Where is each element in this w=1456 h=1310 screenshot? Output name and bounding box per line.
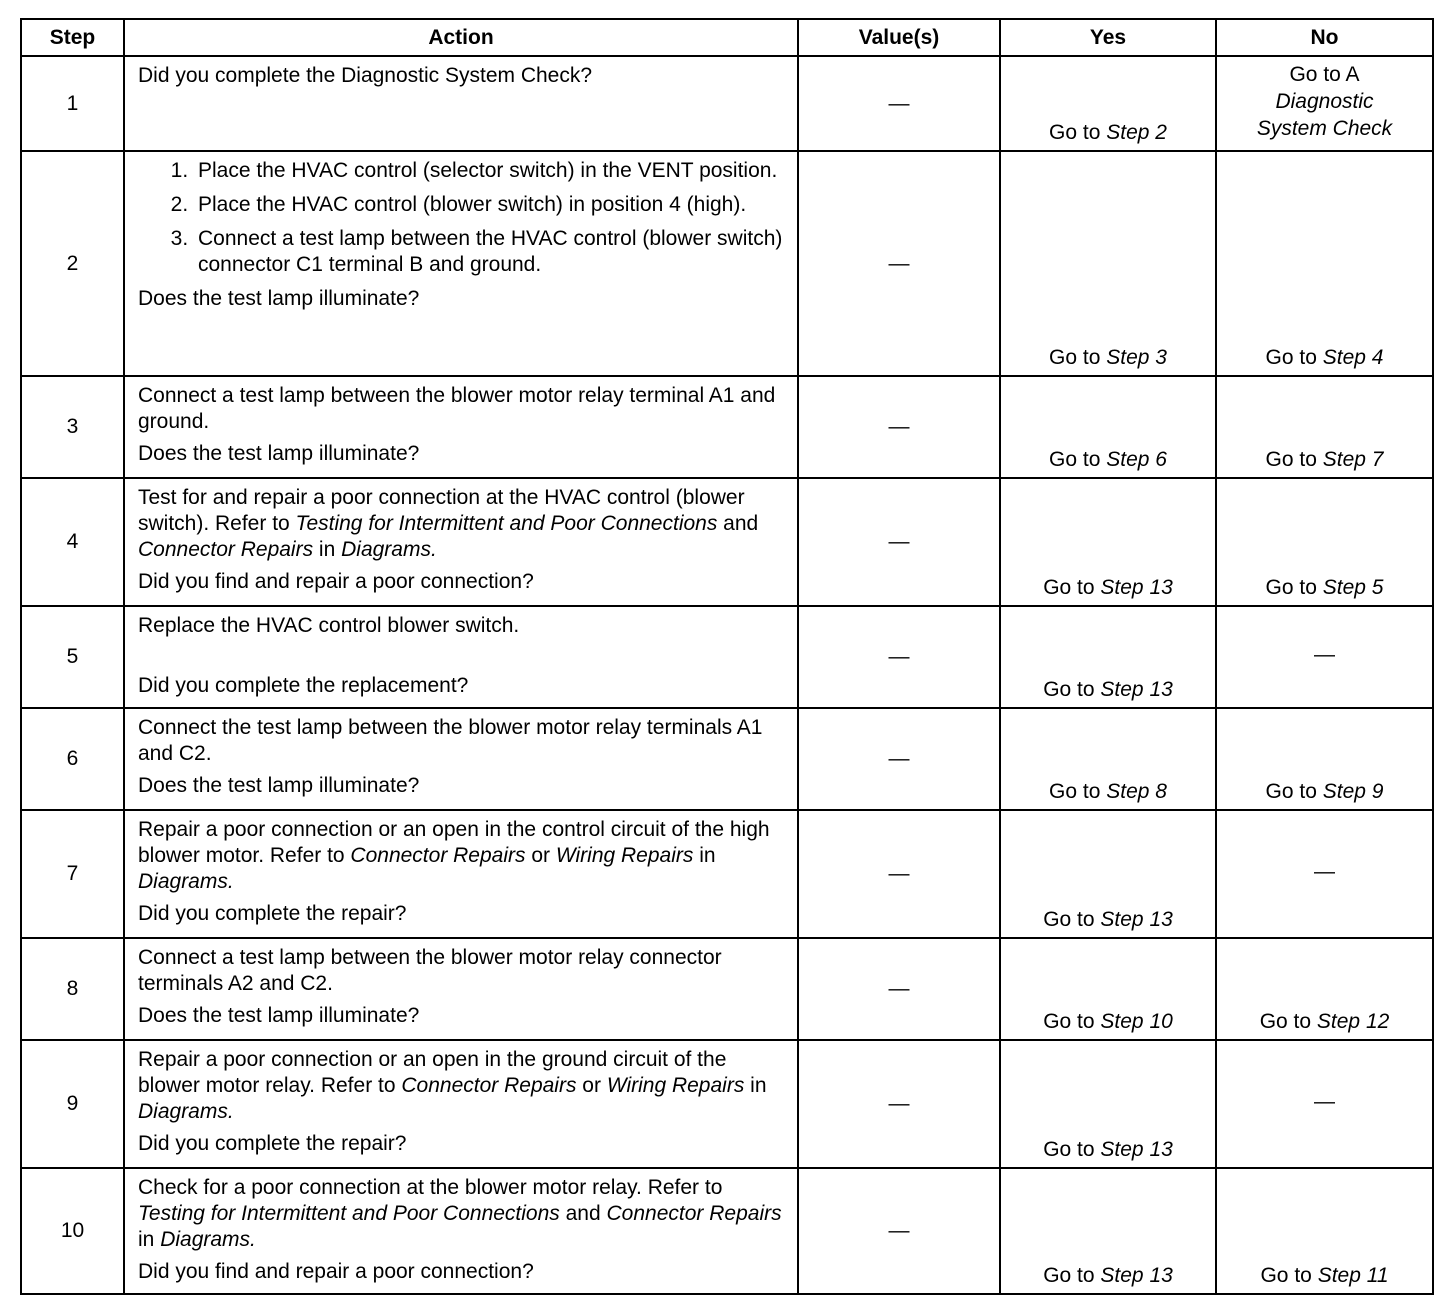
table-row [21, 376, 1433, 478]
action-question: Did you complete the replacement? [138, 674, 469, 697]
no-step: Step 11 [1317, 1264, 1389, 1287]
action-cell [124, 151, 798, 376]
action-cell [124, 376, 798, 478]
table-row [21, 708, 1433, 810]
action-question: Does the test lamp illuminate? [138, 442, 420, 465]
table-row [21, 56, 1433, 151]
yes-cell: Go to Step 13 [1000, 478, 1216, 606]
action-cell [124, 1168, 798, 1294]
header-action: Action [124, 19, 798, 56]
yes-step: Step 8 [1106, 780, 1167, 803]
no-step: Step 5 [1322, 576, 1384, 599]
yes-step: Step 3 [1106, 346, 1167, 369]
action-text: Replace the HVAC control blower switch. [138, 614, 520, 637]
yes-step: Step 13 [1100, 1138, 1173, 1161]
yes-cell: Go to Step 6 [1000, 376, 1216, 478]
no-cell: Go to Step 12 [1216, 938, 1433, 1040]
yes-step: Step 13 [1100, 576, 1173, 599]
action-question: Does the test lamp illuminate? [138, 774, 420, 797]
no-cell: — [1216, 606, 1433, 708]
step-number: 10 [21, 1168, 124, 1294]
action-text: Repair a poor connection or an open in the ground circuit of the blower motor relay. Refer to Connector Repairs or Wiring Repairs in Diagrams. [138, 1048, 767, 1123]
yes-step: Step 10 [1100, 1010, 1173, 1033]
step-number: 6 [21, 708, 124, 810]
action-cell [124, 478, 798, 606]
value-cell: — [798, 708, 1000, 810]
yes-step: Step 13 [1100, 1264, 1173, 1287]
action-question: Did you complete the Diagnostic System Check? [138, 64, 593, 87]
yes-step: Step 6 [1106, 448, 1167, 471]
table-row [21, 938, 1433, 1040]
yes-cell: Go to Step 3 [1000, 151, 1216, 376]
yes-cell: Go to Step 13 [1000, 1168, 1216, 1294]
header-values: Value(s) [798, 19, 1000, 56]
table-row [21, 478, 1433, 606]
substep: 3. Connect a test lamp between the HVAC control (blower switch) connector C1 terminal B and ground. [194, 226, 785, 278]
action-cell [124, 56, 798, 151]
no-cell: Go to Step 9 [1216, 708, 1433, 810]
yes-cell [1000, 56, 1216, 151]
value-cell: — [798, 56, 1000, 151]
action-text: Repair a poor connection or an open in the control circuit of the high blower motor. Refer to Connector Repairs or Wiring Repairs in Diagrams. [138, 818, 770, 893]
action-question: Did you complete the repair? [138, 902, 407, 925]
action-text: Connect a test lamp between the blower motor relay connector terminals A2 and C2. [138, 946, 722, 995]
action-question: Does the test lamp illuminate? [138, 287, 420, 310]
step-number: 8 [21, 938, 124, 1040]
value-cell: — [798, 478, 1000, 606]
action-cell [124, 1040, 798, 1168]
header-no: No [1216, 19, 1433, 56]
value-cell: — [798, 1168, 1000, 1294]
value-cell: — [798, 606, 1000, 708]
no-cell [1216, 56, 1433, 151]
value-cell: — [798, 1040, 1000, 1168]
table-row [21, 606, 1433, 708]
yes-cell: Go to Step 8 [1000, 708, 1216, 810]
yes-step: Step 13 [1100, 678, 1173, 701]
action-text: Connect the test lamp between the blower motor relay terminals A1 and C2. [138, 716, 763, 765]
table-row [21, 1168, 1433, 1294]
yes-step: Step 13 [1100, 908, 1173, 931]
no-line: System Check [1256, 117, 1393, 140]
step-number: 4 [21, 478, 124, 606]
step-number: 7 [21, 810, 124, 938]
table-row [21, 1040, 1433, 1168]
action-text: Connect a test lamp between the blower motor relay terminal A1 and ground. [138, 384, 776, 433]
no-line: Go to A [1289, 63, 1360, 86]
yes-cell: Go to Step 13 [1000, 810, 1216, 938]
action-cell [124, 708, 798, 810]
go-to-label: Go to [1049, 121, 1101, 144]
action-text: Test for and repair a poor connection at the HVAC control (blower switch). Refer to Testing for Intermittent and Poor Connections and Connector Repairs in Diagrams. [138, 486, 759, 561]
header-row [21, 19, 1433, 56]
yes-cell: Go to Step 13 [1000, 606, 1216, 708]
yes-step: Step 2 [1106, 121, 1167, 144]
step-number: 9 [21, 1040, 124, 1168]
action-question: Did you find and repair a poor connection? [138, 570, 534, 593]
no-cell: — [1216, 1040, 1433, 1168]
no-step: Step 7 [1322, 448, 1384, 471]
step-number: 5 [21, 606, 124, 708]
table-row [21, 810, 1433, 938]
yes-cell: Go to Step 10 [1000, 938, 1216, 1040]
diagnostic-table [20, 18, 1434, 1295]
no-cell: Go to Step 11 [1216, 1168, 1433, 1294]
value-cell: — [798, 376, 1000, 478]
action-cell [124, 606, 798, 708]
yes-cell: Go to Step 13 [1000, 1040, 1216, 1168]
table-row [21, 151, 1433, 376]
action-question: Did you complete the repair? [138, 1132, 407, 1155]
step-number: 3 [21, 376, 124, 478]
step-number: 1 [21, 56, 124, 151]
substep: 1. Place the HVAC control (selector switch) in the VENT position. [194, 158, 785, 184]
no-cell: Go to Step 5 [1216, 478, 1433, 606]
no-line: Diagnostic [1275, 90, 1374, 113]
value-cell: — [798, 151, 1000, 376]
header-step: Step [21, 19, 124, 56]
substep: 2. Place the HVAC control (blower switch) in position 4 (high). [194, 192, 785, 218]
value-cell: — [798, 938, 1000, 1040]
no-cell: — [1216, 810, 1433, 938]
header-yes: Yes [1000, 19, 1216, 56]
action-question: Does the test lamp illuminate? [138, 1004, 420, 1027]
no-cell: Go to Step 7 [1216, 376, 1433, 478]
no-step: Step 12 [1316, 1010, 1390, 1033]
action-text: Check for a poor connection at the blower motor relay. Refer to Testing for Intermittent and Poor Connections and Connector Repairs in Diagrams. [138, 1176, 782, 1251]
value-cell: — [798, 810, 1000, 938]
no-cell: Go to Step 4 [1216, 151, 1433, 376]
substep-list [138, 158, 785, 278]
step-number: 2 [21, 151, 124, 376]
no-step: Step 4 [1322, 346, 1384, 369]
action-cell [124, 938, 798, 1040]
no-step: Step 9 [1322, 780, 1384, 803]
action-question: Did you find and repair a poor connection? [138, 1260, 534, 1283]
action-cell [124, 810, 798, 938]
